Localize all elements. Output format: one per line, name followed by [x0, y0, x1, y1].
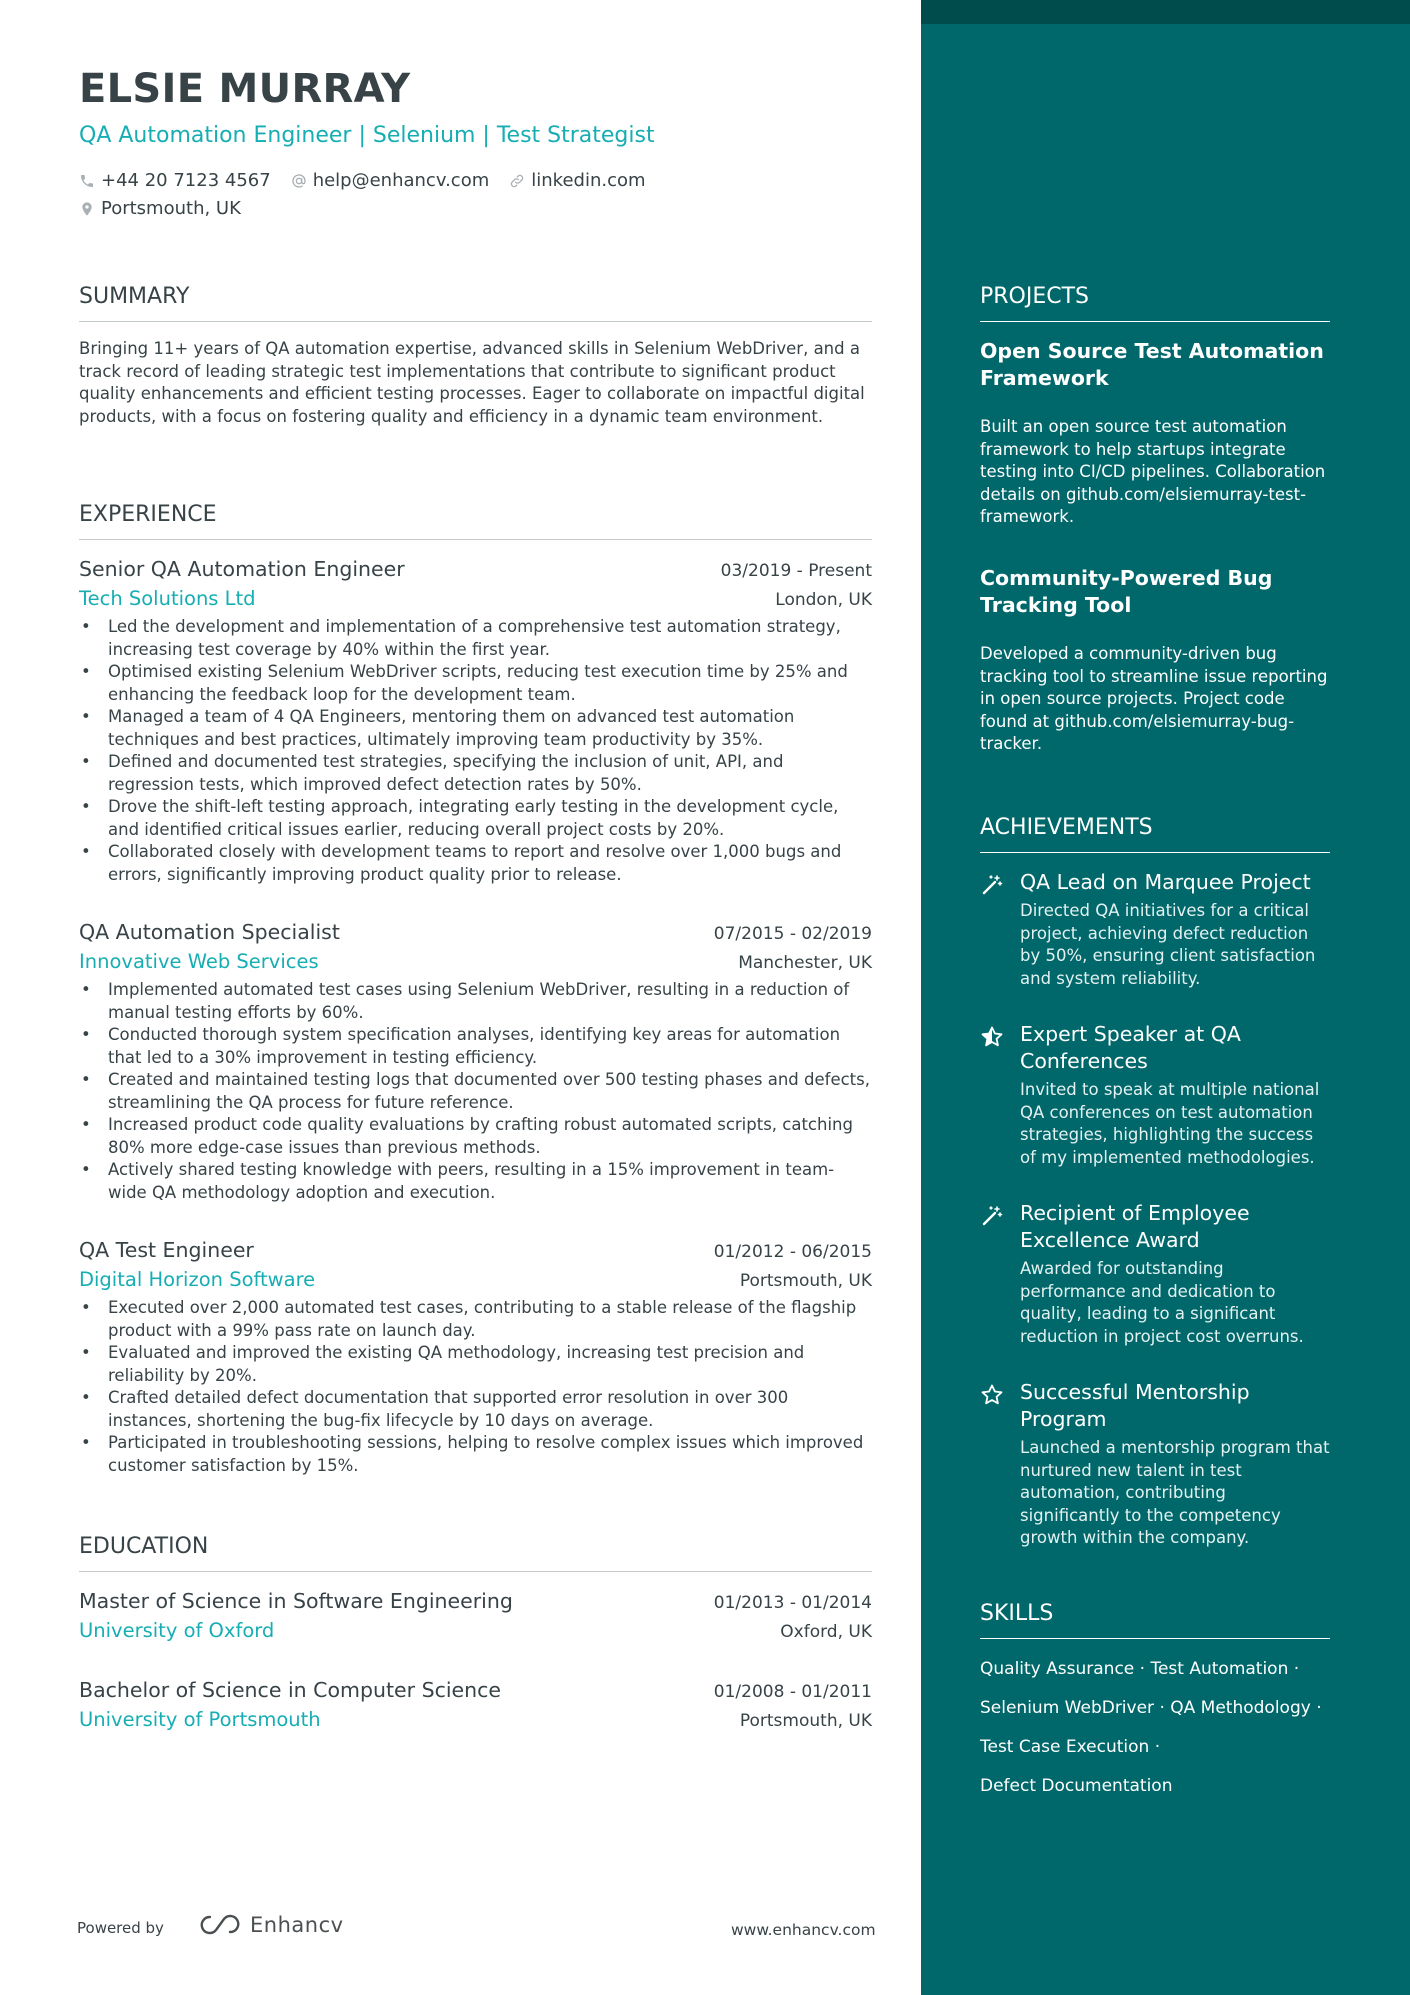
enhancv-logo[interactable]	[196, 1913, 344, 1937]
powered-by-label: Powered by	[77, 1919, 164, 1937]
bullet-item: • Executed over 2,000 automated test cases, contributing to a stable release of the flagship product with a 99% pass rate on launch day.	[79, 1297, 872, 1342]
contact-link[interactable]	[509, 170, 645, 191]
achievement-title: Successful Mentorship Program	[1020, 1380, 1250, 1431]
contact-phone[interactable]	[79, 170, 271, 191]
email-text: help@enhancv.com	[312, 170, 490, 191]
link-text: linkedin.com	[531, 170, 646, 191]
link-icon	[509, 173, 525, 189]
degree-title: Master of Science in Software Engineering	[79, 1589, 513, 1613]
job-entry	[79, 920, 872, 1204]
education-entry	[79, 1589, 872, 1642]
achievement-description: Invited to speak at multiple national QA conferences on test automation strategies, highlighting the success of my implemented methodologies.	[1020, 1080, 1320, 1167]
at-icon	[291, 173, 307, 189]
job-location: Portsmouth, UK	[739, 1271, 872, 1291]
project-title: Community-Powered Bug Tracking Tool	[980, 566, 1273, 617]
school-location: Portsmouth, UK	[739, 1711, 872, 1731]
company-name: Tech Solutions Ltd	[79, 587, 256, 610]
magic-wand-icon	[980, 873, 1004, 897]
achievement-entry	[980, 1200, 1330, 1348]
bullet-item: • Conducted thorough system specification analyses, identifying key areas for automation that led to a 30% improvement in testing efficiency.	[79, 1024, 872, 1069]
bullet-item: • Defined and documented test strategies, specifying the inclusion of unit, API, and regression tests, which improved defect detection rates by 50%.	[79, 751, 872, 796]
skills-heading: SKILLS	[980, 1601, 1330, 1639]
school-location: Oxford, UK	[780, 1622, 872, 1642]
job-bullets	[79, 1297, 872, 1477]
job-entry	[79, 1238, 872, 1477]
contact-email[interactable]	[291, 170, 490, 191]
job-location: London, UK	[775, 590, 872, 610]
achievement-description: Launched a mentorship program that nurtured new talent in test automation, contributing significantly to the competency growth within the company.	[1020, 1438, 1330, 1547]
phone-text: +44 20 7123 4567	[101, 170, 271, 191]
magic-wand-icon	[980, 1204, 1004, 1228]
bullet-item: • Drove the shift-left testing approach, integrating early testing in the development cycle, and identified critical issues earlier, reducing overall project costs by 20%.	[79, 796, 872, 841]
bullet-item: • Participated in troubleshooting sessions, helping to resolve complex issues which improved customer satisfaction by 15%.	[79, 1432, 872, 1477]
contact-location	[79, 198, 241, 219]
summary-heading: SUMMARY	[79, 284, 872, 322]
education-entry	[79, 1678, 872, 1731]
achievement-entry	[980, 1379, 1330, 1550]
half-star-icon	[980, 1025, 1004, 1049]
achievement-description: Directed QA initiatives for a critical project, achieving defect reduction by 50%, ensuring client satisfaction and system reliability.	[1020, 901, 1316, 988]
footer-url[interactable]: www.enhancv.com	[731, 1921, 876, 1939]
achievement-entry	[980, 869, 1330, 990]
bullet-item: • Increased product code quality evaluations by crafting robust automated scripts, catching 80% more edge-case issues than previous methods.	[79, 1114, 872, 1159]
skills-line: Defect Documentation	[980, 1776, 1173, 1796]
phone-icon	[79, 173, 95, 189]
degree-title: Bachelor of Science in Computer Science	[79, 1678, 502, 1702]
achievements-heading: ACHIEVEMENTS	[980, 815, 1330, 853]
achievement-entry	[980, 1021, 1330, 1169]
bullet-item: • Managed a team of 4 QA Engineers, mentoring them on advanced test automation techniques and best practices, ultimately improving team productivity by 35%.	[79, 706, 872, 751]
job-bullets	[79, 979, 872, 1204]
bullet-item: • Created and maintained testing logs that documented over 500 testing phases and defects, streamlining the QA process for future reference.	[79, 1069, 872, 1114]
education-heading: EDUCATION	[79, 1534, 872, 1572]
bullet-item: • Optimised existing Selenium WebDriver scripts, reducing test execution time by 25% and enhancing the feedback loop for the development team.	[79, 661, 872, 706]
achievement-title: QA Lead on Marquee Project	[1020, 870, 1311, 894]
bullet-item: • Actively shared testing knowledge with peers, resulting in a 15% improvement in team-wide QA methodology adoption and execution.	[79, 1159, 872, 1204]
job-dates: 01/2012 - 06/2015	[713, 1242, 872, 1262]
location-text: Portsmouth, UK	[101, 198, 241, 219]
job-dates: 07/2015 - 02/2019	[713, 924, 872, 944]
job-entry	[79, 557, 872, 886]
project-title: Open Source Test Automation Framework	[980, 339, 1324, 390]
bullet-item: • Crafted detailed defect documentation that supported error resolution in over 300 instances, shortening the bug-fix lifecycle by 10 days on average.	[79, 1387, 872, 1432]
achievement-description: Awarded for outstanding performance and dedication to quality, leading to a significant reduction in project cost overruns.	[1020, 1259, 1304, 1346]
project-entry	[980, 565, 1330, 756]
company-name: Innovative Web Services	[79, 950, 319, 973]
skills-line: Test Case Execution ·	[980, 1737, 1161, 1757]
sidebar-top-band	[921, 0, 1410, 24]
bullet-item: • Led the development and implementation of a comprehensive test automation strategy, increasing test coverage by 40% within the first year.	[79, 616, 872, 661]
project-description: Developed a community-driven bug tracking tool to streamline issue reporting in open source projects. Project code found at github.com/elsiemurray-bug-tracker.	[980, 644, 1328, 753]
contact-row	[79, 170, 666, 191]
project-entry	[980, 338, 1330, 529]
skills-line: Quality Assurance · Test Automation ·	[980, 1659, 1300, 1679]
school-name: University of Portsmouth	[79, 1708, 321, 1731]
enhancv-brand: Enhancv	[250, 1913, 344, 1937]
projects-heading: PROJECTS	[980, 284, 1330, 322]
candidate-title: QA Automation Engineer | Selenium | Test Strategist	[79, 123, 655, 148]
job-bullets	[79, 616, 872, 886]
company-name: Digital Horizon Software	[79, 1268, 316, 1291]
candidate-name: ELSIE MURRAY	[79, 66, 411, 112]
job-title: Senior QA Automation Engineer	[79, 557, 405, 581]
bullet-item: • Collaborated closely with development teams to report and resolve over 1,000 bugs and errors, significantly improving product quality prior to release.	[79, 841, 872, 886]
education-dates: 01/2008 - 01/2011	[713, 1682, 872, 1702]
achievement-title: Expert Speaker at QA Conferences	[1020, 1022, 1241, 1073]
achievement-title: Recipient of Employee Excellence Award	[1020, 1201, 1250, 1252]
bullet-item: • Implemented automated test cases using Selenium WebDriver, resulting in a reduction of manual testing efforts by 60%.	[79, 979, 872, 1024]
enhancv-logo-icon	[196, 1913, 242, 1937]
star-outline-icon	[980, 1383, 1004, 1407]
job-location: Manchester, UK	[738, 953, 872, 973]
job-title: QA Automation Specialist	[79, 920, 340, 944]
summary-text: Bringing 11+ years of QA automation expertise, advanced skills in Selenium WebDriver, and a track record of leading strategic test implementations that contribute to significant product quality enhancements and efficient testing processes. Eager to collaborate on impactful digital products, with a focus on fostering quality and efficiency in a dynamic team environment.	[79, 339, 865, 426]
job-dates: 03/2019 - Present	[720, 561, 872, 581]
skills-line: Selenium WebDriver · QA Methodology ·	[980, 1698, 1322, 1718]
map-pin-icon	[79, 201, 95, 217]
education-dates: 01/2013 - 01/2014	[713, 1593, 872, 1613]
school-name: University of Oxford	[79, 1619, 275, 1642]
experience-heading: EXPERIENCE	[79, 502, 872, 540]
project-description: Built an open source test automation framework to help startups integrate testing into CI/CD pipelines. Collaboration details on github.com/elsiemurray-test-framework.	[980, 417, 1326, 526]
location-row	[79, 198, 261, 219]
job-title: QA Test Engineer	[79, 1238, 254, 1262]
bullet-item: • Evaluated and improved the existing QA methodology, increasing test precision and reliability by 20%.	[79, 1342, 872, 1387]
